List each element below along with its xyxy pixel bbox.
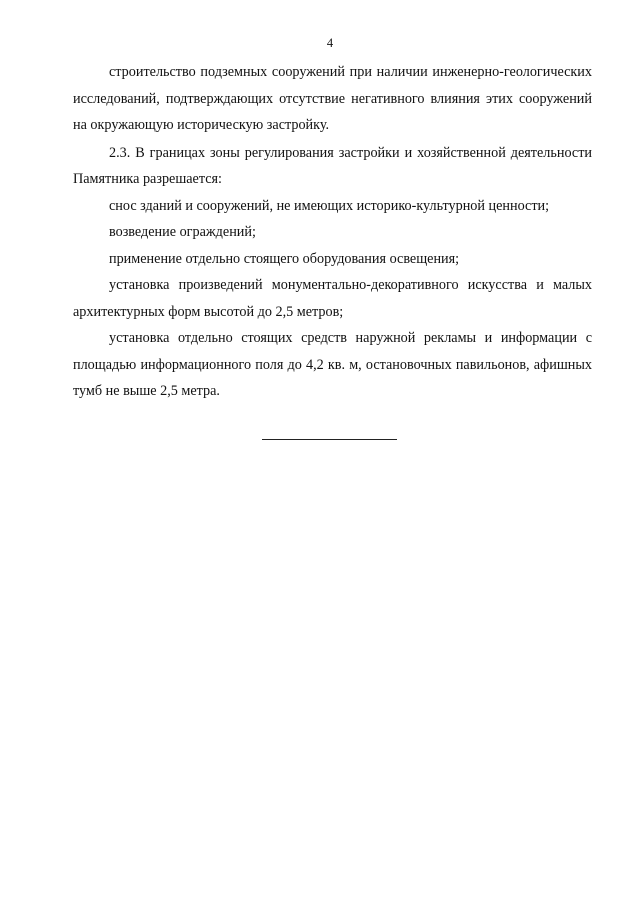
document-body — [73, 59, 592, 405]
paragraph-fences: возведение ограждений; — [109, 224, 256, 240]
paragraph-advertising: установка отдельно стоящих средств наружной рекламы и информации с площадью информационного поля до 4,2 кв. м, остановочных павильонов, афишных тумб не выше 2,5 метра. — [73, 330, 592, 399]
paragraph-section-2-3-heading: 2.3. В границах зоны регулирования застройки и хозяйственной деятельности Памятника разрешается: — [73, 144, 592, 187]
paragraph-underground-construction: строительство подземных сооружений при наличии инженерно-геологических исследований, подтверждающих отсутствие негативного влияния этих сооружений на окружающую историческую застройку. — [73, 64, 592, 133]
paragraph-monumental-art: установка произведений монументально-декоративного искусства и малых архитектурных форм высотой до 2,5 метров; — [73, 277, 592, 320]
page-number: 4 — [326, 36, 334, 50]
end-divider-line — [262, 439, 397, 440]
paragraph-lighting: применение отдельно стоящего оборудования освещения; — [109, 250, 460, 267]
paragraph-demolition: снос зданий и сооружений, не имеющих историко-культурной ценности; — [109, 197, 550, 214]
